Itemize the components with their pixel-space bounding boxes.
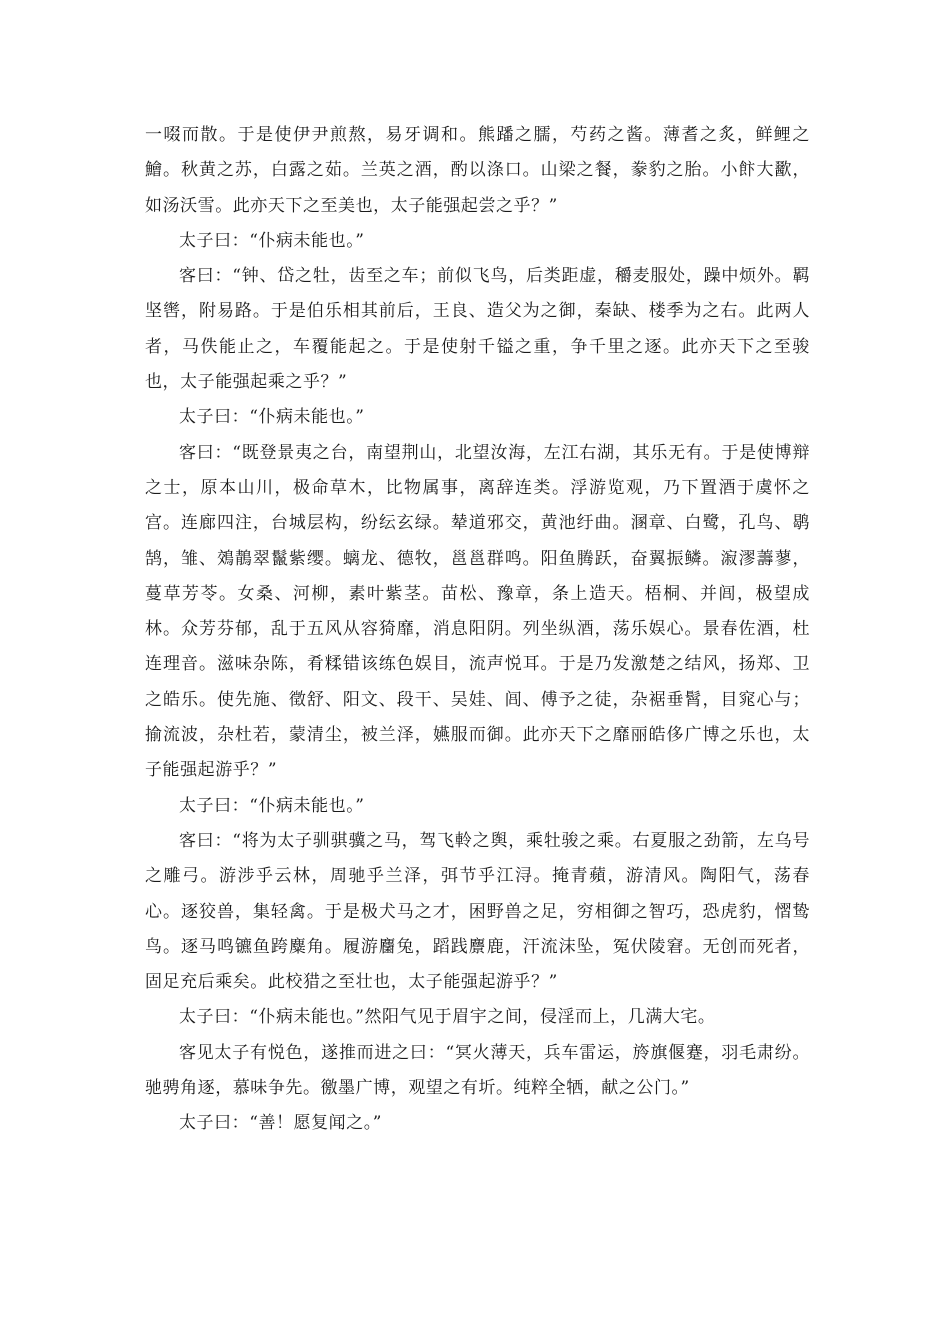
paragraph-1: 一啜而散。于是使伊尹煎熬，易牙调和。熊蹯之臑，芍药之酱。薄耆之炙，鲜鲤之鱠。秋黄之苏，白露之茹。兰英之酒，酌以涤口。山梁之餐，豢豹之胎。小飰大歠，如汤沃雪。此亦天下之至美也，太子能强起尝之乎？” xyxy=(145,125,810,216)
paragraph-3: 客曰：“钟、岱之牡，齿至之车；前似飞鸟，后类距虚，穱麦服处，躁中烦外。羁坚辔，附易路。于是伯乐相其前后，王良、造父为之御，秦缺、楼季为之右。此两人者，马佚能止之，车覆能起之。于是使射千镒之重，争千里之逐。此亦天下之至骏也，太子能强起乘之乎？” xyxy=(145,266,810,393)
document-body xyxy=(145,118,810,1142)
paragraph-7: 客曰：“将为太子驯骐骥之马，驾飞軨之舆，乘牡骏之乘。右夏服之劲箭，左乌号之雕弓。游涉乎云林，周驰乎兰泽，弭节乎江浔。掩青蘋，游清风。陶阳气，荡春心。逐狡兽，集轻禽。于是极犬马之才，困野兽之足，穷相御之智巧，恐虎豹，慴鸷鸟。逐马鸣镳鱼跨麋角。履游麕兔，蹈践麖鹿，汗流沫坠，冤伏陵窘。无创而死者，固足充后乘矣。此校猎之至壮也，太子能强起游乎？” xyxy=(145,830,810,993)
paragraph-9: 客见太子有悦色，遂推而进之曰：“冥火薄天，兵车雷运，旍旗偃蹇，羽毛肃纷。驰骋角逐，慕味争先。徼墨广博，观望之有圻。纯粹全牺，献之公门。” xyxy=(145,1042,810,1099)
paragraph-5: 客曰：“既登景夷之台，南望荆山，北望汝海，左江右湖，其乐无有。于是使博辩之士，原本山川，极命草木，比物属事，离辞连类。浮游览观，乃下置酒于虞怀之宫。连廊四注，台城层构，纷纭玄绿。辇道邪交，黄池纡曲。溷章、白鹭，孔鸟、鹖鹄，雏、鵁鶄翠鬣紫缨。螭龙、德牧，邕邕群鸣。阳鱼腾跃，奋翼振鳞。漃漻薵蓼，蔓草芳苓。女桑、河柳，素叶紫茎。苗松、豫章，条上造天。梧桐、并闾，极望成林。众芳芬郁，乱于五风从容猗靡，消息阳阴。列坐纵酒，荡乐娱心。景春佐酒，杜连理音。滋味杂陈，肴糅错该练色娱目，流声悦耳。于是乃发激楚之结风，扬郑、卫之皓乐。使先施、徵舒、阳文、段干、吴娃、闾、傅予之徒，杂裾垂髾，目窕心与；揄流波，杂杜若，蒙清尘，被兰泽，嬿服而御。此亦天下之靡丽皓侈广博之乐也，太子能强起游乎？” xyxy=(145,442,810,781)
paragraph-2: 太子曰：“仆病未能也。” xyxy=(179,230,365,251)
paragraph-6: 太子曰：“仆病未能也。” xyxy=(179,795,365,816)
paragraph-8: 太子曰：“仆病未能也。”然阳气见于眉宇之间，侵淫而上，几满大宅。 xyxy=(179,1007,716,1028)
paragraph-4: 太子曰：“仆病未能也。” xyxy=(179,407,365,428)
paragraph-10: 太子曰：“善！愿复闻之。” xyxy=(179,1113,383,1134)
